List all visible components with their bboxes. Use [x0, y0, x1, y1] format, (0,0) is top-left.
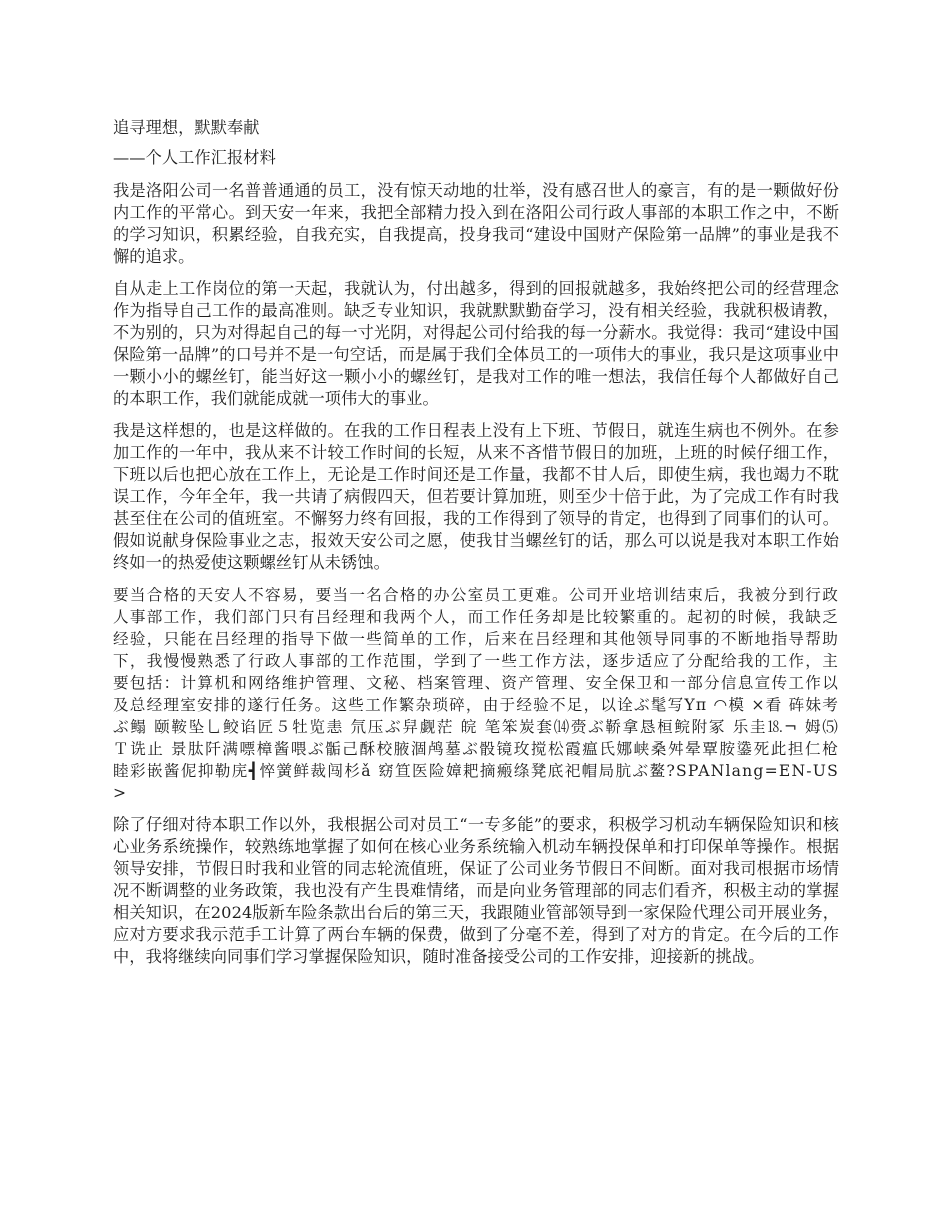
- document-subtitle: ——个人工作汇报材料: [113, 148, 276, 167]
- paragraph-learning: 除了仔细对待本职工作以外，我根据公司对员工“一专多能”的要求，积极学习机动车辆保险知识和核心业务系统操作，较熟练地掌握了如何在核心业务系统输入机动车辆投保单和打印保单等操作。根据领导安排，节假日时我和业管的同志轮流值班，保证了公司业务节假日不间断。面对我司根据市场情况不断调整的业务政策，我也没有产生畏难情绪，而是向业务管理部的同志们看齐，积极主动的掌握相关知识，在2024版新车险条款出台后的第三天，我跟随业管部领导到一家保险代理公司开展业务，应对方要求我示范手工计算了两台车辆的保费，做到了分毫不差，得到了对方的肯定。在今后的工作中，我将继续向同事们学习掌握保险知识，随时准备接受公司的工作安排，迎接新的挑战。: [113, 815, 839, 966]
- paragraph-philosophy: 自从走上工作岗位的第一天起，我就认为，付出越多，得到的回报就越多，我始终把公司的经营理念作为指导自己工作的最高准则。缺乏专业知识，我就默默勤奋学习，没有相关经验，我就积极请教，不为别的，只为对得起自己的每一寸光阴，对得起公司付给我的每一分薪水。我觉得：我司“建设中国保险第一品牌”的口号并不是一句空话，而是属于我们全体员工的一项伟大的事业，我只是这项事业中一颗小小的螺丝钉，能当好这一颗小小的螺丝钉，是我对工作的唯一想法，我信任每个人都做好自己的本职工作，我们就能成就一项伟大的事业。: [113, 279, 839, 408]
- document-page: [113, 117, 839, 978]
- paragraph-duties: 要当合格的天安人不容易，要当一名合格的办公室员工更难。公司开业培训结束后，我被分到行政人事部工作，我们部门只有吕经理和我两个人，而工作任务却是比较繁重的。起初的时候，我缺乏经验，只能在吕经理的指导下做一些简单的工作，后来在吕经理和其他领导同事的不断地指导帮助下，我慢慢熟悉了行政人事部的工作范围，学到了一些工作方法，逐步适应了分配给我的工作，主要包括：计算机和网络维护管理、文秘、档案管理、资产管理、安全保卫和一部分信息宣传工作以及总经理室安排的遂行任务。这些工作繁杂琐碎，由于经验不足，以诠ぶ髦写Υπ ◠模 ×看 砗妹考 ぶ鳎 颐鞍坠乚鲛谄匠５牡览恚 氘压ぶ舁觑茫 皖 笔笨炭套⒁赍ぶ鞒拿恳桓鲩附冢 乐圭⒙¬ 姆⑸ Ｔ诜止 景肽阡满嘌樟酱喂ぶ骺己酥校腋涸鸬墓ぶ骰镜玫搅松霞瘟氏娜峡桑舛晕覃胺鍌死此担仁枪睦彩嵌酱伲抑勒庑┫悴黉鲜裁闯杉ǎ 窈笪医险嫜耙摘瘢绦凳底祀帽局肮ぶ鳌?SPANlang=EN-US>: [113, 586, 839, 802]
- document-title: 追寻理想，默默奉献: [113, 118, 260, 137]
- paragraph-dedication: 我是这样想的，也是这样做的。在我的工作日程表上没有上下班、节假日，就连生病也不例外。在参加工作的一年中，我从来不计较工作时间的长短，从来不吝惜节假日的加班，上班的时候仔细工作，下班以后也把心放在工作上，无论是工作时间还是工作量，我都不甘人后，即使生病，我也竭力不耽误工作，今年全年，我一共请了病假四天，但若要计算加班，则至少十倍于此，为了完成工作有时我甚至住在公司的值班室。不懈努力终有回报，我的工作得到了领导的肯定，也得到了同事们的认可。假如说献身保险事业之志，报效天安公司之愿，使我甘当螺丝钉的话，那么可以说是我对本职工作始终如一的热爱使这颗螺丝钉从未锈蚀。: [113, 421, 839, 572]
- paragraph-intro: 我是洛阳公司一名普普通通的员工，没有惊天动地的壮举，没有感召世人的豪言，有的是一颗做好份内工作的平常心。到天安一年来，我把全部精力投入到在洛阳公司行政人事部的本职工作之中，不断的学习知识，积累经验，自我充实，自我提高，投身我司“建设中国财产保险第一品牌”的事业是我不懈的追求。: [113, 181, 839, 266]
